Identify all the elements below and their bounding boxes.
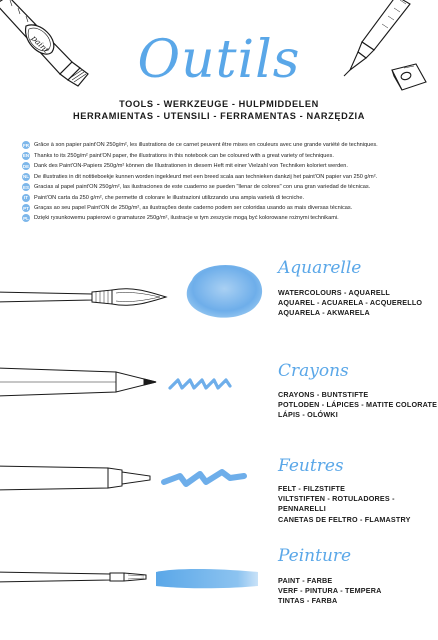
section-line: TINTAS - FARBA — [278, 596, 338, 606]
language-text: Dank des Paint'ON-Papiers 250g/m² können die Illustrationen in diesem Heft mit einer Vielzahl von Techniken koloriert werden. — [34, 163, 348, 170]
section-line: VERF - PINTURA - TEMPERA — [278, 586, 382, 596]
section-line: POTLODEN - LÁPICES - MATITE COLORATE — [278, 400, 438, 410]
language-badge: PL — [23, 215, 29, 221]
paint-swatch — [154, 564, 264, 594]
language-row — [22, 171, 432, 181]
language-badge: IT — [24, 195, 28, 201]
section-line: VILTSTIFTEN - ROTULADORES - PENNARELLI — [278, 494, 395, 514]
language-text: Grâce à son papier paint'ON 250g/m², les illustrations de ce carnet peuvent être mises en couleurs avec une grande variété de techniques. — [34, 142, 378, 149]
language-row — [22, 182, 432, 192]
language-row — [22, 140, 432, 150]
language-row — [22, 150, 432, 160]
watercolour-swatch — [178, 262, 268, 322]
flat-brush-illustration — [0, 566, 180, 590]
language-badge: PT — [23, 205, 29, 211]
section-line: WATERCOLOURS - AQUARELL — [278, 288, 391, 297]
section-title-aquarelle: Aquarelle — [278, 258, 362, 278]
section-lines-peinture — [278, 576, 382, 607]
language-text: Gracias al papel paint'ON 250g/m², las ilustraciones de este cuaderno se pueden "llenar de colores" con una gran variedad de técnicas. — [34, 184, 371, 191]
pencil-illustration — [0, 362, 180, 402]
language-list — [22, 140, 432, 224]
language-row — [22, 203, 432, 213]
section-line: FELT - FILZSTIFTE — [278, 484, 346, 493]
language-badge: ES — [22, 184, 29, 190]
language-row — [22, 213, 432, 223]
language-row — [22, 192, 432, 202]
section-line: AQUARELA - AKWARELA — [278, 308, 370, 318]
section-title-feutres: Feutres — [278, 456, 344, 476]
subtitle-line-1: TOOLS - WERKZEUGE - HULPMIDDELEN — [119, 99, 319, 109]
language-badge: EN — [22, 153, 30, 159]
section-lines-crayons — [278, 390, 437, 421]
section-line: CRAYONS - BUNTSTIFTE — [278, 390, 369, 399]
section-lines-aquarelle — [278, 288, 422, 319]
language-row — [22, 161, 432, 171]
section-line: PAINT - FARBE — [278, 576, 333, 585]
paintbrush-illustration — [0, 284, 180, 314]
subtitle-line-2: HERRAMIENTAS - UTENSILI - FERRAMENTAS - NARZĘDZIA — [73, 111, 365, 121]
language-badge: NL — [23, 174, 29, 180]
language-text: Thanks to its 250g/m² paint'ON paper, the illustrations in this notebook can be coloured with a great variety of techniques. — [34, 152, 334, 159]
page-title: Outils — [137, 30, 301, 90]
tube-label: paint — [29, 33, 51, 55]
section-title-crayons: Crayons — [278, 361, 349, 381]
language-text: De illustraties in dit notitieboekje kunnen worden ingekleurd met een breed scala aan technieken dankzij het paint'ON papier van 250 g/m². — [34, 173, 378, 180]
language-text: Paint'ON carta da 250 g/m², che permette di colorare le illustrazioni utilizzando una ampia varietà di tecniche. — [34, 194, 305, 201]
section-line: LÁPIS - OLÓWKI — [278, 410, 338, 420]
section-lines-feutres — [278, 484, 438, 525]
language-badge: FR — [23, 142, 29, 148]
language-badge: DE — [22, 163, 30, 169]
language-text: Graças ao seu papel Paint'ON de 250g/m², as ilustrações deste caderno podem ser coloridas usando as mais diversas técnicas. — [34, 205, 353, 211]
section-line: AQUAREL - ACUARELA - ACQUERELLO — [278, 298, 423, 308]
crayon-swatch — [168, 374, 238, 394]
language-text: Dzięki rysunkowemu papierowi o gramaturze 250g/m², ilustracje w tym zeszycie mogą być kolorowane rożnymi technikami. — [34, 215, 339, 222]
section-title-peinture: Peinture — [278, 546, 352, 566]
felt-swatch — [160, 462, 250, 492]
felt-pen-illustration — [0, 462, 180, 502]
section-line: CANETAS DE FELTRO - FLAMASTRY — [278, 514, 411, 524]
